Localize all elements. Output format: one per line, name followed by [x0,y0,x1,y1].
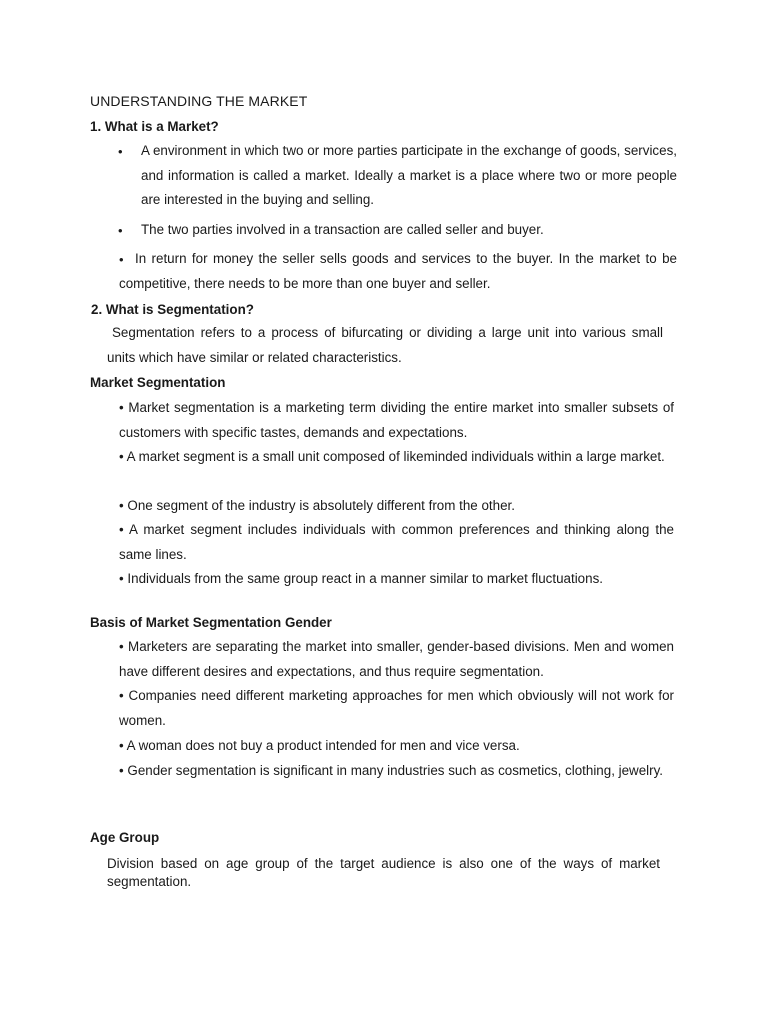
section-heading-what-is-market: 1. What is a Market? [90,119,219,134]
bullet-item-market-fluctuations: • Individuals from the same group react in a manner similar to market fluctuations. [119,571,603,586]
section-heading-what-is-segmentation: 2. What is Segmentation? [91,302,254,317]
bullet-item-marketing-approaches: • Companies need different marketing approaches for men which obviously will not work for women. [119,688,674,728]
bullet-item-market-definition: A environment in which two or more parties participate in the exchange of goods, services, and information is called a market. Ideally a market is a place where two or more people are interested in the buying and selling. [141,143,677,208]
bullet-item-market-segment: • A market segment is a small unit composed of likeminded individuals within a large market. [119,449,665,464]
section-heading-market-segmentation: Market Segmentation [90,375,226,390]
bullet-item-gender-divisions: • Marketers are separating the market into smaller, gender-based divisions. Men and women have different desires and expectations, and thus require segmentation. [119,639,674,679]
bullet-marker: • [118,223,123,238]
segmentation-paragraph: Segmentation refers to a process of bifurcating or dividing a large unit into various small units which have similar or related characteristics. [107,325,663,365]
section-heading-gender: Basis of Market Segmentation Gender [90,615,332,630]
bullet-item-gender-industries: • Gender segmentation is significant in many industries such as cosmetics, clothing, jewelry. [119,763,664,778]
age-group-paragraph: Division based on age group of the target audience is also one of the ways of market segmentation. [107,856,660,889]
bullet-item-parties: The two parties involved in a transaction are called seller and buyer. [141,222,544,237]
bullet-item-segmentation-term: • Market segmentation is a marketing term dividing the entire market into smaller subsets of customers with specific tastes, demands and expectations. [119,400,674,440]
bullet-marker: • [118,144,123,159]
bullet-item-vice-versa: • A woman does not buy a product intended for men and vice versa. [119,738,520,753]
document-title: UNDERSTANDING THE MARKET [90,93,308,109]
bullet-marker: • [119,252,124,267]
section-heading-age-group: Age Group [90,830,160,845]
bullet-item-common-preferences: • A market segment includes individuals with common preferences and thinking along the same lines. [119,522,674,562]
bullet-item-competition: In return for money the seller sells goods and services to the buyer. In the market to be competitive, there needs to be more than one buyer and seller. [119,251,677,291]
bullet-item-industry-segment: • One segment of the industry is absolutely different from the other. [119,498,515,513]
